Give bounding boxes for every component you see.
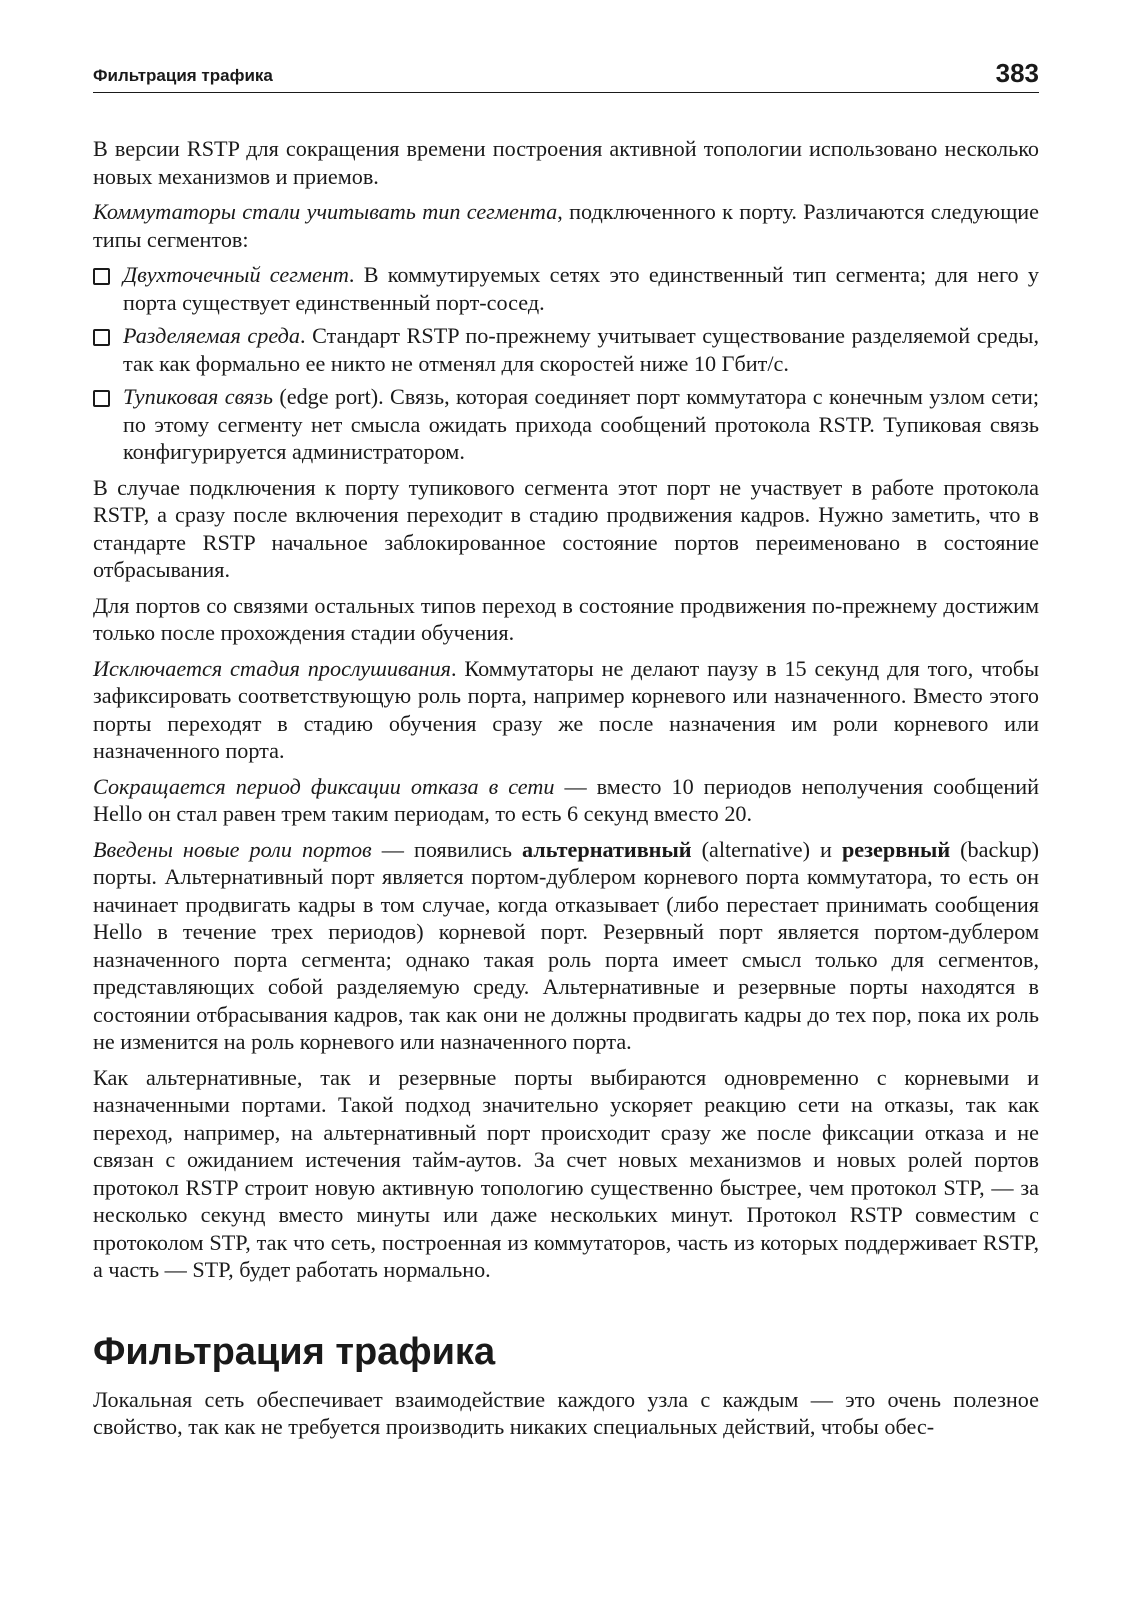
checkbox-bullet-icon (93, 268, 110, 285)
paragraph-5-lead: Исключается стадия прослушивания (93, 655, 451, 681)
section-paragraph-1: Локальная сеть обеспечивает взаимодействие каждого узла с каждым — это очень полезное свойство, так как не требуется производить никаких специальных действий, чтобы обес- (93, 1386, 1039, 1439)
paragraph-2-lead: Коммутаторы стали учитывать тип сегмента (93, 199, 558, 224)
book-page (93, 60, 1039, 1449)
paragraph-7-lead: Введены новые роли портов (93, 836, 372, 862)
paragraph-7-text-1: — появились (371, 836, 522, 862)
segment-types-list (93, 261, 1039, 466)
paragraph-6-lead: Сокращается период фиксации отказа в сети (93, 773, 555, 799)
paragraph-4: Для портов со связями остальных типов переход в состояние продвижения по-прежнему достижим только после прохождения стадии обучения. (93, 592, 1039, 645)
paragraph-5-text: . Коммутаторы не делают паузу в 15 секунд для того, чтобы зафиксировать соответствующую роль порта, например корневого или назначенного. Вместо этого порты переходят в стадию обучения сразу же после назначения им роли корневого или назначенного порта. (93, 655, 1039, 763)
term-alternative: альтернативный (522, 836, 692, 862)
list-item-lead: Разделяемая среда (123, 323, 300, 348)
paragraph-5 (93, 655, 1039, 765)
paragraph-6 (93, 773, 1039, 828)
paragraph-7 (93, 836, 1039, 1056)
checkbox-bullet-icon (93, 329, 110, 346)
list-item-text: . В коммутируемых сетях это единственный тип сегмента; для него у порта существует единственный порт-сосед. (123, 262, 1039, 315)
page-number: 383 (995, 58, 1039, 88)
running-head (93, 60, 1039, 93)
list-item-text: . Стандарт RSTP по-прежнему учитывает существование разделяемой среды, так как формально ее никто не отменял для скоростей ниже 10 Гбит/с. (123, 323, 1039, 376)
paragraph-7-text-3: (backup) порты. Альтернативный порт является портом-дублером корневого порта коммутатора, то есть он начинает продвигать кадры в том случае, когда отказывает (либо перестает принимать сообщения Hello в течение трех периодов) корневой порт. Резервный порт является портом-дублером назначенного порта сегмента; однако такая роль порта имеет смысл только для сегментов, представляющих собой разделяемую среду. Альтернативные и резервные порты находятся в состоянии отбрасывания кадров, так как они не должны продвигать кадры до тех пор, пока их роль не изменится на роль корневого или назначенного порта. (93, 836, 1040, 1054)
list-item-text: (edge port). Связь, которая соединяет порт коммутатора с конечным узлом сети; по этому сегменту нет смысла ожидать прихода сообщений протокола RSTP. Тупиковая связь конфигурируется администратором. (123, 384, 1039, 464)
paragraph-6-text: — вместо 10 периодов неполучения сообщений Hello он стал равен трем таким периодам, то есть 6 секунд вместо 20. (93, 773, 1039, 826)
list-item-lead: Тупиковая связь (123, 384, 273, 409)
term-backup: резервный (841, 836, 951, 862)
list-item (93, 383, 1039, 466)
paragraph-2-text: , подключенного к порту. Различаются следующие типы сегментов: (93, 199, 1040, 252)
checkbox-bullet-icon (93, 390, 110, 407)
section-heading: Фильтрация трафика (93, 1330, 496, 1373)
page-body (93, 135, 1039, 1441)
paragraph-3: В случае подключения к порту тупикового сегмента этот порт не участвует в работе протокола RSTP, а сразу после включения переходит в стадию продвижения кадров. Нужно заметить, что в стандарте RSTP начальное заблокированное состояние портов переименовано в состояние отбрасывания. (93, 474, 1039, 582)
paragraph-8: Как альтернативные, так и резервные порты выбираются одновременно с корневыми и назначенными портами. Такой подход значительно ускоряет реакцию сети на отказы, так как переход, например, на альтернативный порт происходит сразу же после фиксации отказа и не связан с ожиданием истечения тайм-аутов. За счет новых механизмов и новых ролей портов протокол RSTP строит новую активную топологию существенно быстрее, чем протокол STP, — за несколько секунд вместо минуты или даже нескольких минут. Протокол RSTP совместим с протоколом STP, так что сеть, построенная из коммутаторов, часть из которых поддерживает RSTP, а часть — STP, будет работать нормально. (93, 1064, 1039, 1282)
running-title: Фильтрация трафика (93, 66, 273, 85)
list-item (93, 322, 1039, 377)
paragraph-7-text-2: (alternative) и (691, 836, 842, 862)
paragraph-1: В версии RSTP для сокращения времени построения активной топологии использовано несколько новых механизмов и приемов. (93, 136, 1039, 189)
list-item (93, 261, 1039, 316)
list-item-lead: Двухточечный сегмент (123, 262, 349, 287)
paragraph-2 (93, 198, 1039, 253)
